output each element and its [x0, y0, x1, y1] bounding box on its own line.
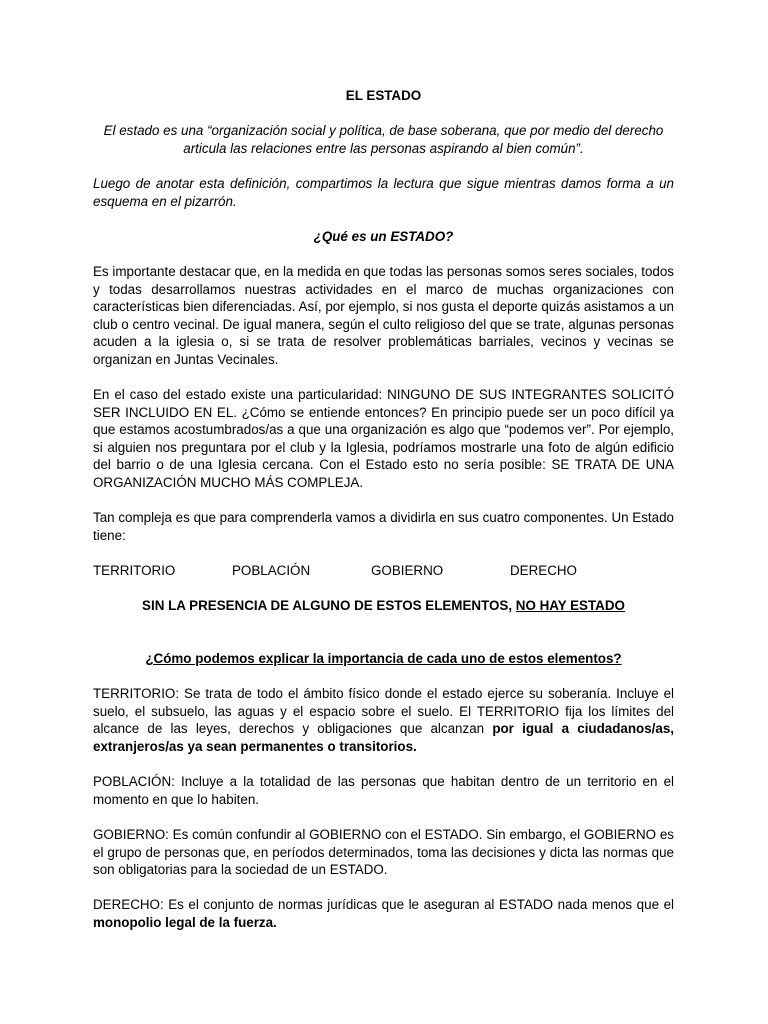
reading-note: Luego de anotar esta definición, compartimos la lectura que sigue mientras damos forma a un esquema en el pizarrón.	[93, 175, 674, 209]
section-subheading: ¿Qué es un ESTADO?	[313, 228, 454, 244]
paragraph-organizations: Es importante destacar que, en la medida en que todas las personas somos seres sociales, todos y todas desarrollamos nuestras actividades en el marco de muchas organizaciones con características bien diferenciadas. Así, por ejemplo, si nos gusta el deporte quizás asistamos a un club o centro vecinal. De igual manera, según el culto religioso del que se trate, algunas personas acuden a la iglesia o, si se trata de resolver problemáticas barriales, vecinos y vecinas se organizan en Juntas Vecinales.	[93, 263, 674, 367]
component-gobierno: GOBIERNO	[371, 563, 444, 579]
importance-question: ¿Cómo podemos explicar la importancia de cada uno de estos elementos?	[145, 651, 622, 666]
territorio-text: TERRITORIO: Se trata de todo el ámbito físico donde el estado ejerce su soberanía. Incluye el suelo, el subsuelo, las aguas y el espacio sobre el suelo. El TERRITORIO fija los límites del alcance de las leyes, derechos y obligaciones que alcanzan	[93, 686, 674, 737]
definition-poblacion: POBLACIÓN: Incluye a la totalidad de las personas que habitan dentro de un territorio en el momento en que lo habiten.	[93, 774, 674, 807]
components-row	[93, 562, 674, 580]
component-territorio: TERRITORIO	[93, 563, 176, 579]
definition-territorio	[93, 685, 674, 755]
definition-gobierno: GOBIERNO: Es común confundir al GOBIERNO con el ESTADO. Sin embargo, el GOBIERNO es el grupo de personas que, en períodos determinados, toma las decisiones y dicta las normas que son obligatorias para la sociedad de un ESTADO.	[93, 826, 674, 878]
state-definition: El estado es una “organización social y política, de base soberana, que por medio del derecho articula las relaciones entre las personas aspirando al bien común”.	[103, 123, 664, 156]
paragraph-particularity: En el caso del estado existe una particularidad: NINGUNO DE SUS INTEGRANTES SOLICITÓ SER INCLUIDO EN EL. ¿Cómo se entiende entonces? En principio puede ser un poco difícil ya que estamos acostumbrados/as a que una organización es algo que “podemos ver”. Por ejemplo, si alguien nos preguntara por el club y la Iglesia, podríamos mostrarle una foto de algún edificio del barrio o de una Iglesia cercana. Con el Estado esto no sería posible: SE TRATA DE UNA ORGANIZACIÓN MUCHO MÁS COMPLEJA.	[93, 387, 674, 491]
derecho-text: DERECHO: Es el conjunto de normas jurídicas que le aseguran al ESTADO nada menos que el	[93, 897, 674, 913]
document-title: EL ESTADO	[345, 88, 422, 103]
component-derecho: DERECHO	[510, 563, 577, 579]
key-statement-text: SIN LA PRESENCIA DE ALGUNO DE ESTOS ELEMENTOS,	[142, 598, 516, 614]
definition-derecho	[93, 896, 674, 931]
paragraph-components-intro: Tan compleja es que para comprenderla vamos a dividirla en sus cuatro componentes. Un Estado tiene:	[93, 510, 674, 543]
territorio-bold: por igual a ciudadanos/as, extranjeros/as ya sean permanentes o transitorios.	[93, 721, 674, 754]
key-statement	[93, 597, 674, 615]
derecho-bold: monopolio legal de la fuerza.	[93, 914, 277, 930]
component-poblacion: POBLACIÓN	[232, 563, 311, 579]
key-statement-emphasis: NO HAY ESTADO	[515, 598, 625, 614]
